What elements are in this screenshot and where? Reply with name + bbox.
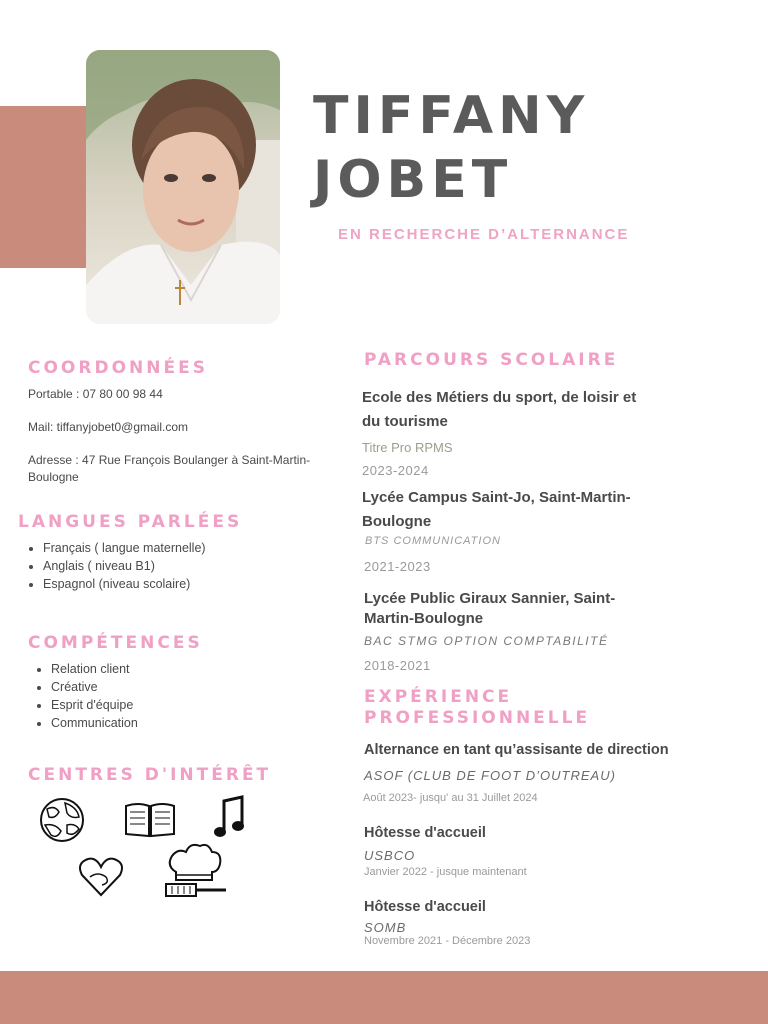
- section-experience-heading-line-1: EXPÉRIENCE: [364, 687, 513, 707]
- job-1-title: Alternance en tant qu’assisante de direction: [364, 742, 669, 758]
- heart-hands-icon: [76, 855, 126, 904]
- address-line-2: Boulogne: [28, 470, 79, 484]
- job-2-org: USBCO: [364, 848, 416, 863]
- school-3-name-line-2: Martin-Boulogne: [364, 610, 484, 627]
- school-1-years: 2023-2024: [362, 463, 429, 478]
- job-1-dates: Août 2023- jusqu' au 31 Juillet 2024: [363, 792, 538, 804]
- competences-list: [36, 660, 138, 732]
- section-competences-heading: COMPÉTENCES: [28, 633, 203, 653]
- list-item: • Espagnol (niveau scolaire): [43, 575, 206, 593]
- name-last: JOBET: [313, 150, 513, 210]
- list-item: • Communication: [51, 714, 138, 732]
- mail-text: Mail: tiffanyjobet0@gmail.com: [28, 420, 189, 434]
- footer-bar: [0, 971, 768, 1024]
- chef-icon: [164, 842, 228, 905]
- list-item: • Français ( langue maternelle): [43, 539, 206, 557]
- list-item: • Anglais ( niveau B1): [43, 557, 206, 575]
- accent-block: [0, 106, 90, 268]
- job-1-org: ASOF (CLUB DE FOOT D’OUTREAU): [364, 768, 616, 783]
- section-parcours-heading: PARCOURS SCOLAIRE: [364, 350, 619, 370]
- list-item: • Esprit d'équipe: [51, 696, 138, 714]
- job-3-org: SOMB: [364, 920, 407, 935]
- job-3-dates: Novembre 2021 - Décembre 2023: [364, 935, 531, 947]
- profile-photo: [86, 50, 280, 324]
- globe-icon: [37, 797, 89, 848]
- list-item: • Relation client: [51, 660, 138, 678]
- address-line-1: Adresse : 47 Rue François Boulanger à Saint-Martin-: [28, 453, 311, 467]
- section-interets-heading: CENTRES D'INTÉRÊT: [28, 765, 272, 785]
- section-langues-heading: LANGUES PARLÉES: [18, 512, 243, 532]
- section-coordonnees-heading: COORDONNÉES: [28, 358, 208, 378]
- list-item: • Créative: [51, 678, 138, 696]
- subtitle: EN RECHERCHE D’ALTERNANCE: [338, 226, 630, 243]
- job-3-title: Hôtesse d'accueil: [364, 899, 486, 915]
- school-3-diploma: BAC STMG OPTION COMPTABILITÉ: [364, 634, 609, 648]
- school-2-name-line-1: Lycée Campus Saint-Jo, Saint-Martin-: [362, 489, 631, 506]
- name-first: TIFFANY: [313, 86, 590, 146]
- school-2-name-line-2: Boulogne: [362, 513, 432, 530]
- school-1-name-line-1: Ecole des Métiers du sport, de loisir et: [362, 389, 637, 406]
- book-icon: [124, 800, 176, 845]
- school-1-diploma: Titre Pro RPMS: [362, 440, 453, 455]
- job-2-title: Hôtesse d'accueil: [364, 825, 486, 841]
- school-2-diploma: BTS COMMUNICATION: [365, 535, 501, 547]
- school-1-name-line-2: du tourisme: [362, 413, 448, 430]
- phone-text: Portable : 07 80 00 98 44: [28, 387, 163, 401]
- school-2-years: 2021-2023: [364, 559, 431, 574]
- job-2-dates: Janvier 2022 - jusque maintenant: [364, 866, 527, 878]
- music-note-icon: [212, 795, 246, 844]
- langues-list: [28, 539, 206, 593]
- school-3-years: 2018-2021: [364, 658, 431, 673]
- section-experience-heading-line-2: PROFESSIONNELLE: [364, 708, 591, 728]
- school-3-name-line-1: Lycée Public Giraux Sannier, Saint-: [364, 590, 616, 607]
